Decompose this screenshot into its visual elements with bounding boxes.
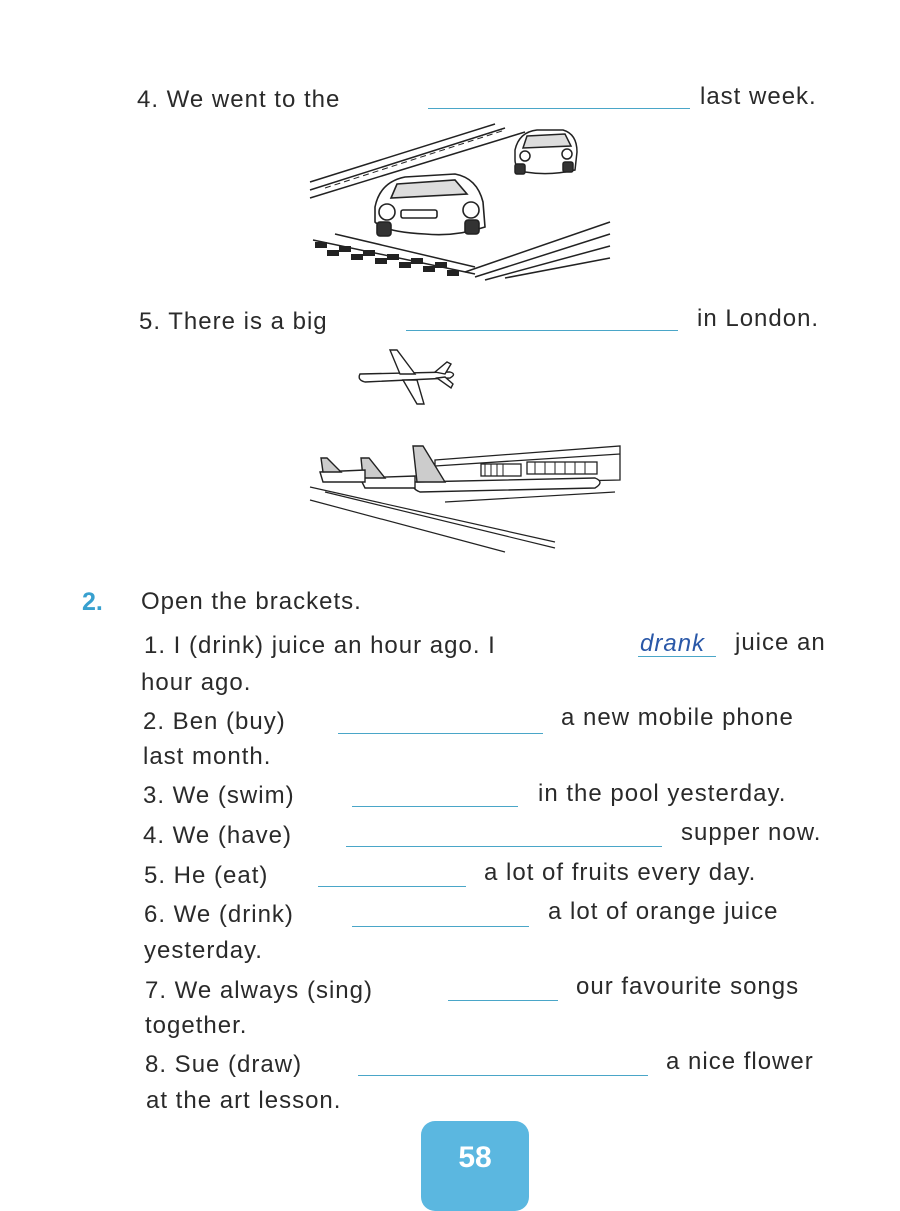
ex1-item5-after: in London. (697, 305, 820, 332)
ex2-s6-c: yesterday. (144, 937, 263, 964)
ex1-item4-before: 4. We went to the (137, 86, 341, 113)
ex1-item4-after: last week. (700, 83, 817, 110)
ex2-s7-a: 7. We always (sing) (145, 977, 373, 1004)
exercise-number: 2. (82, 588, 103, 616)
ex2-s8-blank[interactable] (358, 1075, 648, 1076)
ex2-s1-answer: drank (640, 630, 706, 657)
ex2-s3-a: 3. We (swim) (143, 782, 295, 809)
ex1-item5-before: 5. There is a big (139, 308, 328, 335)
ex2-s6-blank[interactable] (352, 926, 529, 927)
ex2-instruction: Open the brackets. (141, 588, 362, 615)
ex2-s2-a: 2. Ben (buy) (143, 708, 286, 735)
ex2-s2-c: last month. (143, 743, 272, 770)
ex2-s8-c: at the art lesson. (146, 1087, 342, 1114)
ex2-s6-b: a lot of orange juice (548, 898, 779, 925)
ex2-s3-b: in the pool yesterday. (538, 780, 787, 807)
ex2-s1-blank (638, 656, 716, 657)
ex2-s5-b: a lot of fruits every day. (484, 859, 757, 886)
airport-picture (305, 342, 625, 554)
page-number-tab (421, 1121, 529, 1211)
ex1-item4-blank[interactable] (428, 108, 690, 109)
ex2-s8-a: 8. Sue (draw) (145, 1051, 303, 1078)
ex2-s6-a: 6. We (drink) (144, 901, 294, 928)
ex1-item5-blank[interactable] (406, 330, 678, 331)
ex2-s2-blank[interactable] (338, 733, 543, 734)
ex2-s2-b: a new mobile phone (561, 704, 794, 731)
ex2-s4-a: 4. We (have) (143, 822, 292, 849)
ex2-s3-blank[interactable] (352, 806, 518, 807)
page-number: 58 (458, 1141, 492, 1174)
ex2-s5-blank[interactable] (318, 886, 466, 887)
ex2-s5-a: 5. He (eat) (144, 862, 269, 889)
race-track-picture (305, 122, 615, 282)
ex2-s1-b: juice an (735, 629, 826, 656)
ex2-s8-b: a nice flower (666, 1048, 814, 1075)
ex2-s1-a: 1. I (drink) juice an hour ago. I (144, 632, 496, 659)
ex2-s4-blank[interactable] (346, 846, 662, 847)
ex2-s4-b: supper now. (681, 819, 822, 846)
ex2-s7-blank[interactable] (448, 1000, 558, 1001)
ex2-s1-c: hour ago. (141, 669, 252, 696)
ex2-s7-b: our favourite songs (576, 973, 800, 1000)
ex2-s7-c: together. (145, 1012, 248, 1039)
